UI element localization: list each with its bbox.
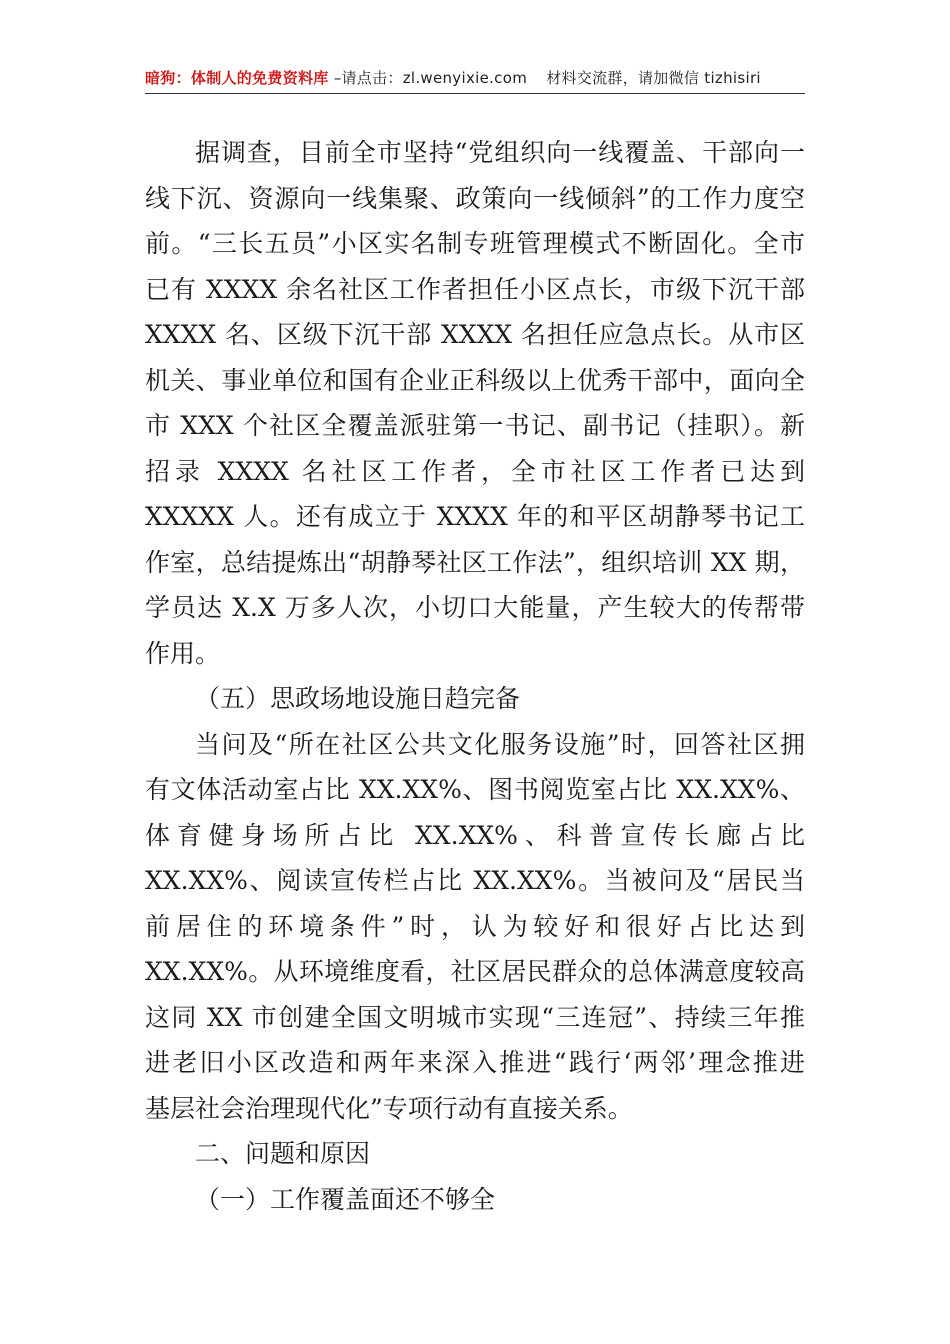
- text-line: XX.XX%、阅读宣传栏占比 XX.XX%。当被问及“居民当: [145, 866, 805, 895]
- header-link[interactable]: –请点击：zl.wenyixie.com: [333, 69, 528, 87]
- text-line: 有文体活动室占比 XX.XX%、图书阅览室占比 XX.XX%、: [145, 775, 805, 804]
- text-line: 市 XXX 个社区全覆盖派驻第一书记、副书记（挂职）。新: [145, 411, 805, 440]
- section-heading-problems: 二、问题和原因: [195, 1139, 371, 1168]
- text-line: XXXX 名、区级下沉干部 XXXX 名担任应急点长。从市区: [145, 320, 805, 349]
- text-line: 线下沉、资源向一线集聚、政策向一线倾斜”的工作力度空: [145, 183, 805, 213]
- text-line: 据调查，目前全市坚持“党组织向一线覆盖、干部向一: [195, 138, 805, 167]
- text-line: 学员达 X.X 万多人次，小切口大能量，产生较大的传帮带: [145, 593, 805, 622]
- page-header: [145, 66, 805, 90]
- header-contact: 材料交流群，请加微信 tizhisiri: [546, 69, 761, 87]
- text-line: 作室，总结提炼出“胡静琴社区工作法”，组织培训 XX 期，: [145, 547, 805, 577]
- paragraph-survey: [145, 130, 805, 676]
- text-line: 前。“三长五员”小区实名制专班管理模式不断固化。全市: [145, 229, 805, 258]
- subheading-facilities: （五）思政场地设施日趋完备: [195, 684, 521, 713]
- text-line: 当问及“所在社区公共文化服务设施”时，回答社区拥: [195, 729, 805, 759]
- text-line: 作用。: [145, 638, 221, 668]
- text-line: 招录 XXXX 名社区工作者，全市社区工作者已达到: [145, 456, 805, 486]
- text-line: 这同 XX 市创建全国文明城市实现“三连冠”、持续三年推: [145, 1002, 805, 1032]
- text-line: XX.XX%。从环境维度看，社区居民群众的总体满意度较高: [145, 957, 805, 986]
- text-line: 前居住的环境条件”时，认为较好和很好占比达到: [145, 911, 805, 941]
- text-line: XXXXX 人。还有成立于 XXXX 年的和平区胡静琴书记工: [145, 502, 805, 531]
- text-line: 进老旧小区改造和两年来深入推进“践行‘两邻’理念推进: [145, 1048, 805, 1077]
- subheading-coverage: （一）工作覆盖面还不够全: [195, 1184, 496, 1214]
- text-line: 基层社会治理现代化”专项行动有直接关系。: [145, 1093, 633, 1123]
- header-brand: 暗狗：体制人的免费资料库: [145, 69, 329, 87]
- header-divider: [145, 93, 805, 94]
- text-line: 机关、事业单位和国有企业正科级以上优秀干部中，面向全: [145, 365, 805, 395]
- text-line: 已有 XXXX 余名社区工作者担任小区点长，市级下沉干部: [145, 274, 805, 304]
- text-line: 体育健身场所占比 XX.XX%、科普宣传长廊占比: [145, 820, 805, 850]
- document-body: [145, 130, 805, 1222]
- paragraph-facilities: [145, 722, 805, 1132]
